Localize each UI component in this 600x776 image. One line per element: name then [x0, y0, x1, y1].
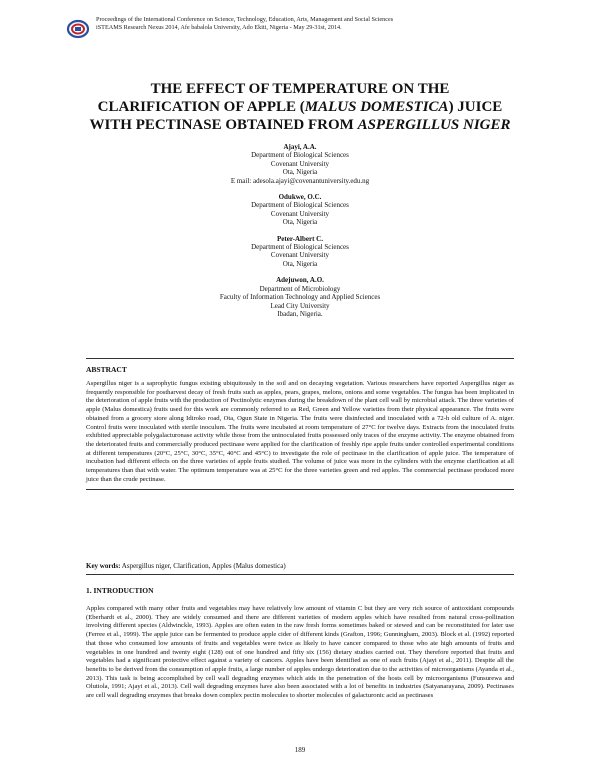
- author-name: Ajayi, A.A.: [283, 143, 317, 151]
- introduction-text: Apples compared with many other fruits and vegetables may have relatively low amount of vitamin C but they are very rich source of antioxidant compounds (Eberhardt et al., 2000). They are widely consumed and there are different varieties of modern apples which have resulted from natural cross-pollination involving different species (Aldwinckle, 1993). Apples are often eaten in the raw fresh forms sometimes baked or stewed and can be reconstituted for later use (Ferree et al., 1999). The apple juice can be fermented to produce apple cider of different kinds (Grafton, 1996; Gunningham, 2003). Block et al. (1992) reported that those who consumed low amounts of fruits and vegetables were twice as likely to have cancer compared to those who ate high amounts of fruits and vegetables in one hundred and twenty eight (128) out of one hundred and fifty six (156) dietary studies carried out. They therefore reported that fruits and vegetables had a significant protective effect against a variety of cancers. Apples have been identified as one of such fruits (Ajayi et al., 2011). Despite all the benefits to be derived from the consumption of apple fruits, a large number of apples undergo deterioration due to the activities of microorganisms (Ayanda et al., 2013). This task is being accomplished by cell wall degrading enzymes which aids in the penetration of the hosts cell by microorganisms (Funsurewa and Olutiola, 1991; Ajayi et al., 2013). Cell wall degrading enzymes have also been associated with a lot of benefits in industries (Satyanarayana, 2009). Pectinases are cell wall degrading enzymes that breaks down complex pectin molecules to shorter molecules of galacturonic acid as pectinases: [86, 605, 514, 700]
- author-block: [0, 143, 600, 185]
- keywords-text: Aspergillus niger, Clarification, Apples (Malus domestica): [121, 562, 286, 570]
- header-line-1: Proceedings of the International Conference on Science, Technology, Education, Arts, Management and Social Sciences: [96, 16, 394, 23]
- title-line-1: THE EFFECT OF TEMPERATURE ON THE: [150, 81, 450, 97]
- author-name: Peter-Albert C.: [277, 234, 323, 243]
- conference-logo-icon: [66, 17, 90, 41]
- author-affiliation: Ibadan, Nigeria.: [277, 309, 323, 318]
- author-affiliation: Faculty of Information Technology and Applied Sciences: [219, 293, 381, 302]
- author-affiliation: Department of Biological Sciences: [251, 151, 349, 160]
- title-italic-malus: MALUS DOMESTICA: [304, 99, 449, 115]
- author-affiliation: Ota, Nigeria: [282, 218, 318, 227]
- author-email: E mail: adesola.ajayi@covenantuniversity.edu.ng: [230, 176, 370, 185]
- author-block: [0, 193, 600, 227]
- author-affiliation: Covenant University: [270, 209, 330, 218]
- author-affiliation: Ota, Nigeria: [282, 168, 318, 177]
- proceedings-header: [96, 16, 566, 44]
- title-italic-aspergillus: ASPERGILLUS NIGER: [357, 117, 511, 133]
- abstract-text: Aspergillus niger is a saprophytic fungus existing ubiquitously in the soil and on decaying vegetation. Various researchers have reported Aspergillus niger as frequently responsible for postharvest decay of fresh fruits such as apples, pears, grapes, melons, onions and some vegetables. The fungus has been implicated in the deterioration of apple fruits with the production of Pectinolytic enzymes during the breakdown of the plant cell wall by microbial attack. The three varieties of apple (Malus domestica) fruits used for this work are commonly referred to as Red, Green and Yellow varieties from their physical appearance. The fruits were obtained from a grocery store along Idiroko road, Ota, Ogun State in Nigeria. The fruits were disinfected and inoculated with a 72-h old culture of A. niger. Control fruits were inoculated with sterile inoculum. The fruits were incubated at room temperature of 27°C for twelve days. Extracts from the inoculated fruits exhibited appreciable polygalacturonase activity while those from the uninoculated fruits possessed only traces of the enzyme activity. The enzyme obtained from the deteriorated fruits and commercially produced pectinase were applied for the clarification of freshly ripe apple fruits under controlled experimental conditions at different temperatures (20°C, 25°C, 30°C, 35°C, 40°C and 45°C) to investigate the role of pectinase in the clarification of apple juice. The temperature of incubation had different effects on the three varieties of apple fruits studied. The volume of juice was more in the cylinders with the enzyme clarification at all temperatures than that with water. The optimum temperature was at 25°C for the three varieties green and red apples. The commercial pectinase produced more juice than the crude pectinase.: [86, 380, 514, 483]
- author-block: [0, 276, 600, 318]
- author-affiliation: Covenant University: [270, 251, 330, 260]
- author-name: Odukwe, O.C.: [278, 193, 322, 202]
- keywords-line: [86, 562, 514, 575]
- author-affiliation: Department of Microbiology: [259, 284, 341, 293]
- authors-section: [0, 143, 600, 326]
- paper-title: [60, 80, 540, 134]
- author-affiliation: Ota, Nigeria: [282, 259, 318, 268]
- abstract-heading: ABSTRACT: [86, 365, 127, 374]
- author-affiliation: Department of Biological Sciences: [251, 201, 349, 210]
- author-affiliation: Lead City University: [270, 301, 330, 310]
- keywords-label: Key words:: [86, 562, 121, 570]
- title-line-2: CLARIFICATION OF APPLE (MALUS DOMESTICA) JUICE: [97, 99, 503, 115]
- introduction-heading: 1. INTRODUCTION: [86, 586, 154, 595]
- author-affiliation: Department of Biological Sciences: [251, 243, 349, 252]
- abstract-section: [86, 358, 514, 490]
- author-block: [0, 235, 600, 269]
- author-affiliation: Covenant University: [270, 159, 330, 168]
- author-name: Adejuwon, A.O.: [276, 276, 324, 285]
- introduction-section: [86, 580, 514, 701]
- header-line-2: iSTEAMS Research Nexus 2014, Afe babalola University, Ado Ekiti, Nigeria - May 29-31st, 2014.: [96, 24, 342, 31]
- title-line-3: WITH PECTINASE OBTAINED FROM ASPERGILLUS NIGER: [89, 117, 511, 133]
- page-number: 189: [294, 746, 306, 754]
